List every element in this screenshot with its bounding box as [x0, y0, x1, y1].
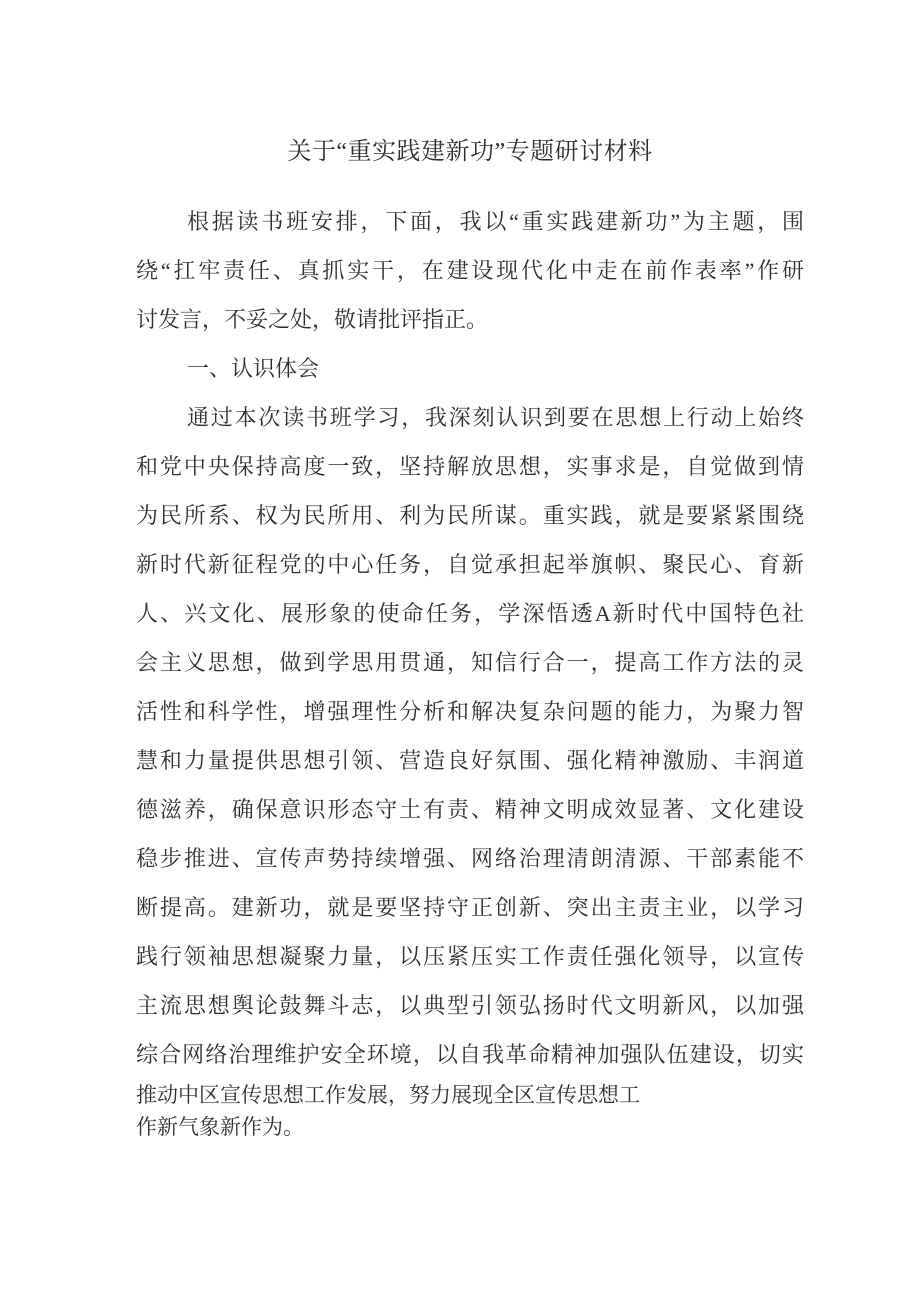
- opening-paragraph: [136, 197, 804, 344]
- section-body-paragraph: [136, 393, 804, 1079]
- document-content: [136, 127, 804, 1143]
- text-line: 为民所系、权为民所用、利为民所谋。重实践，就是要紧紧围绕: [136, 503, 804, 528]
- text-line: 活性和科学性，增强理性分析和解决复杂问题的能力，为聚力智: [136, 699, 804, 724]
- text-line: 一、认识体会: [187, 356, 320, 381]
- text-line: 根据读书班安排，下面，我以“重实践建新功”为主题，围: [187, 209, 804, 234]
- text-line: 慧和力量提供思想引领、营造良好氛围、强化精神激励、丰润道: [136, 748, 804, 773]
- text-line: 绕“扛牢责任、真抓实干，在建设现代化中走在前作表率”作研: [136, 258, 804, 283]
- text-line: 作新气象新作为。: [136, 1115, 304, 1139]
- text-line: 推动中区宣传思想工作发展，努力展现全区宣传思想工: [136, 1083, 640, 1107]
- text-line: 讨发言，不妥之处，敬请批评指正。: [136, 307, 489, 332]
- text-line: 和党中央保持高度一致，坚持解放思想，实事求是，自觉做到情: [136, 454, 804, 479]
- text-line: 断提高。建新功，就是要坚持守正创新、突出主责主业，以学习: [136, 895, 804, 920]
- text-line: 德滋养，确保意识形态守土有责、精神文明成效显著、文化建设: [136, 797, 804, 822]
- document-title: 关于“重实践建新功”专题研讨材料: [287, 139, 653, 165]
- text-line: 人、兴文化、展形象的使命任务，学深悟透A新时代中国特色社: [136, 601, 804, 626]
- text-line: 主流思想舆论鼓舞斗志，以典型引领弘扬时代文明新风，以加强: [136, 993, 804, 1018]
- paragraph-tail: [136, 1079, 804, 1143]
- text-line: 综合网络治理维护安全环境，以自我革命精神加强队伍建设，切实: [136, 1042, 804, 1067]
- document-body: [136, 197, 804, 1143]
- text-line: 稳步推进、宣传声势持续增强、网络治理清朗清源、干部素能不: [136, 846, 804, 871]
- section-heading: [136, 344, 804, 393]
- text-line: 新时代新征程党的中心任务，自觉承担起举旗帜、聚民心、育新: [136, 552, 804, 577]
- text-line: 践行领袖思想凝聚力量，以压紧压实工作责任强化领导，以宣传: [136, 944, 804, 969]
- text-line: 通过本次读书班学习，我深刻认识到要在思想上行动上始终: [187, 405, 804, 430]
- text-line: 会主义思想，做到学思用贯通，知信行合一，提高工作方法的灵: [136, 650, 804, 675]
